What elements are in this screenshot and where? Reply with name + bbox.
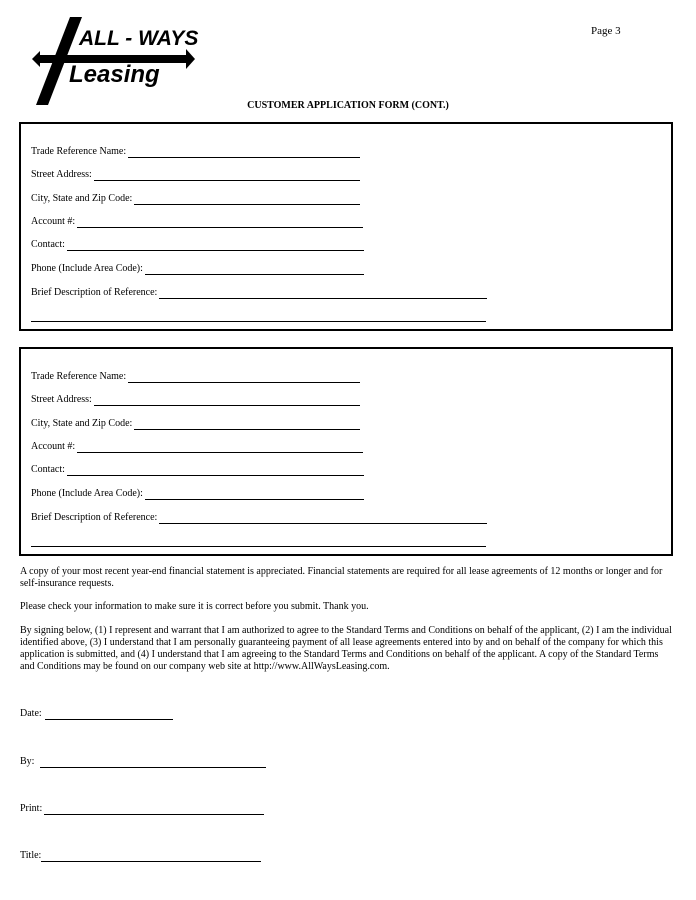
- title-label: Title:: [20, 850, 42, 861]
- phone-row: [31, 486, 364, 500]
- account-row: [31, 214, 363, 228]
- date-field[interactable]: [45, 709, 173, 720]
- financial-statement-note: A copy of your most recent year-end financial statement is appreciated. Financial statements are required for all lease agreements of 12 months or longer and for self-insurance requests.: [20, 566, 663, 589]
- contact-label: Contact:: [31, 464, 65, 475]
- trade-reference-name-label: Trade Reference Name:: [31, 146, 127, 157]
- account-field[interactable]: [77, 442, 363, 453]
- by-label: By:: [20, 756, 35, 767]
- trade-reference-name-label: Trade Reference Name:: [31, 371, 127, 382]
- page-number: Page 3: [591, 25, 621, 37]
- street-address-row: [31, 392, 360, 406]
- logo-text-leasing: Leasing: [69, 61, 160, 88]
- account-label: Account #:: [31, 216, 76, 227]
- print-label: Print:: [20, 803, 43, 814]
- by-signature-field[interactable]: [40, 757, 266, 768]
- brief-description-label: Brief Description of Reference:: [31, 512, 158, 523]
- street-address-row: [31, 167, 360, 181]
- print-row: [20, 801, 264, 815]
- company-logo: [30, 15, 199, 107]
- trade-reference-name-field[interactable]: [128, 372, 360, 383]
- city-state-zip-label: City, State and Zip Code:: [31, 418, 133, 429]
- by-row: [20, 754, 266, 768]
- phone-label: Phone (Include Area Code):: [31, 263, 143, 274]
- form-title: CUSTOMER APPLICATION FORM (CONT.): [247, 100, 449, 111]
- city-state-zip-label: City, State and Zip Code:: [31, 193, 133, 204]
- contact-row: [31, 462, 364, 476]
- trade-reference-box-2: [19, 347, 673, 556]
- date-row: [20, 706, 173, 720]
- print-name-field[interactable]: [44, 804, 264, 815]
- phone-field[interactable]: [145, 264, 364, 275]
- trade-reference-name-field[interactable]: [128, 147, 360, 158]
- trade-reference-name-row: [31, 369, 360, 383]
- contact-field[interactable]: [67, 240, 364, 251]
- brief-description-continuation-field[interactable]: [31, 536, 486, 547]
- brief-description-continuation-field[interactable]: [31, 311, 486, 322]
- phone-field[interactable]: [145, 489, 364, 500]
- city-state-zip-row: [31, 416, 360, 430]
- brief-description-row: [31, 285, 487, 299]
- trade-reference-box-1: [19, 122, 673, 331]
- phone-row: [31, 261, 364, 275]
- logo-text-all-ways: ALL - WAYS: [79, 27, 199, 50]
- check-information-note: Please check your information to make sure it is correct before you submit. Thank you.: [20, 601, 369, 612]
- city-state-zip-field[interactable]: [134, 419, 360, 430]
- account-row: [31, 439, 363, 453]
- brief-description-field[interactable]: [159, 513, 487, 524]
- street-address-field[interactable]: [94, 395, 360, 406]
- city-state-zip-field[interactable]: [134, 194, 360, 205]
- street-address-label: Street Address:: [31, 394, 92, 405]
- account-field[interactable]: [77, 217, 363, 228]
- brief-description-continuation-row: [31, 533, 486, 547]
- contact-row: [31, 237, 364, 251]
- title-row: [20, 848, 261, 862]
- brief-description-label: Brief Description of Reference:: [31, 287, 158, 298]
- brief-description-continuation-row: [31, 308, 486, 322]
- contact-label: Contact:: [31, 239, 65, 250]
- brief-description-row: [31, 510, 487, 524]
- contact-field[interactable]: [67, 465, 364, 476]
- date-label: Date:: [20, 708, 42, 719]
- account-label: Account #:: [31, 441, 76, 452]
- phone-label: Phone (Include Area Code):: [31, 488, 143, 499]
- street-address-field[interactable]: [94, 170, 360, 181]
- signing-statement: By signing below, (1) I represent and warrant that I am authorized to agree to the Standard Terms and Conditions on behalf of the applicant, (2) I am the individual identified above, (3) I understand that I am personally guaranteeing payment of all lease agreements entered into by and on behalf of the company for which this application is submitted, and (4) I understand that I am agreeing to the Standard Terms and Conditions on behalf of the applicant. A copy of the Standard Terms and Conditions may be found on our company web site at http://www.AllWaysLeasing.com.: [20, 625, 672, 672]
- city-state-zip-row: [31, 191, 360, 205]
- brief-description-field[interactable]: [159, 288, 487, 299]
- title-field[interactable]: [41, 851, 261, 862]
- trade-reference-name-row: [31, 144, 360, 158]
- street-address-label: Street Address:: [31, 169, 92, 180]
